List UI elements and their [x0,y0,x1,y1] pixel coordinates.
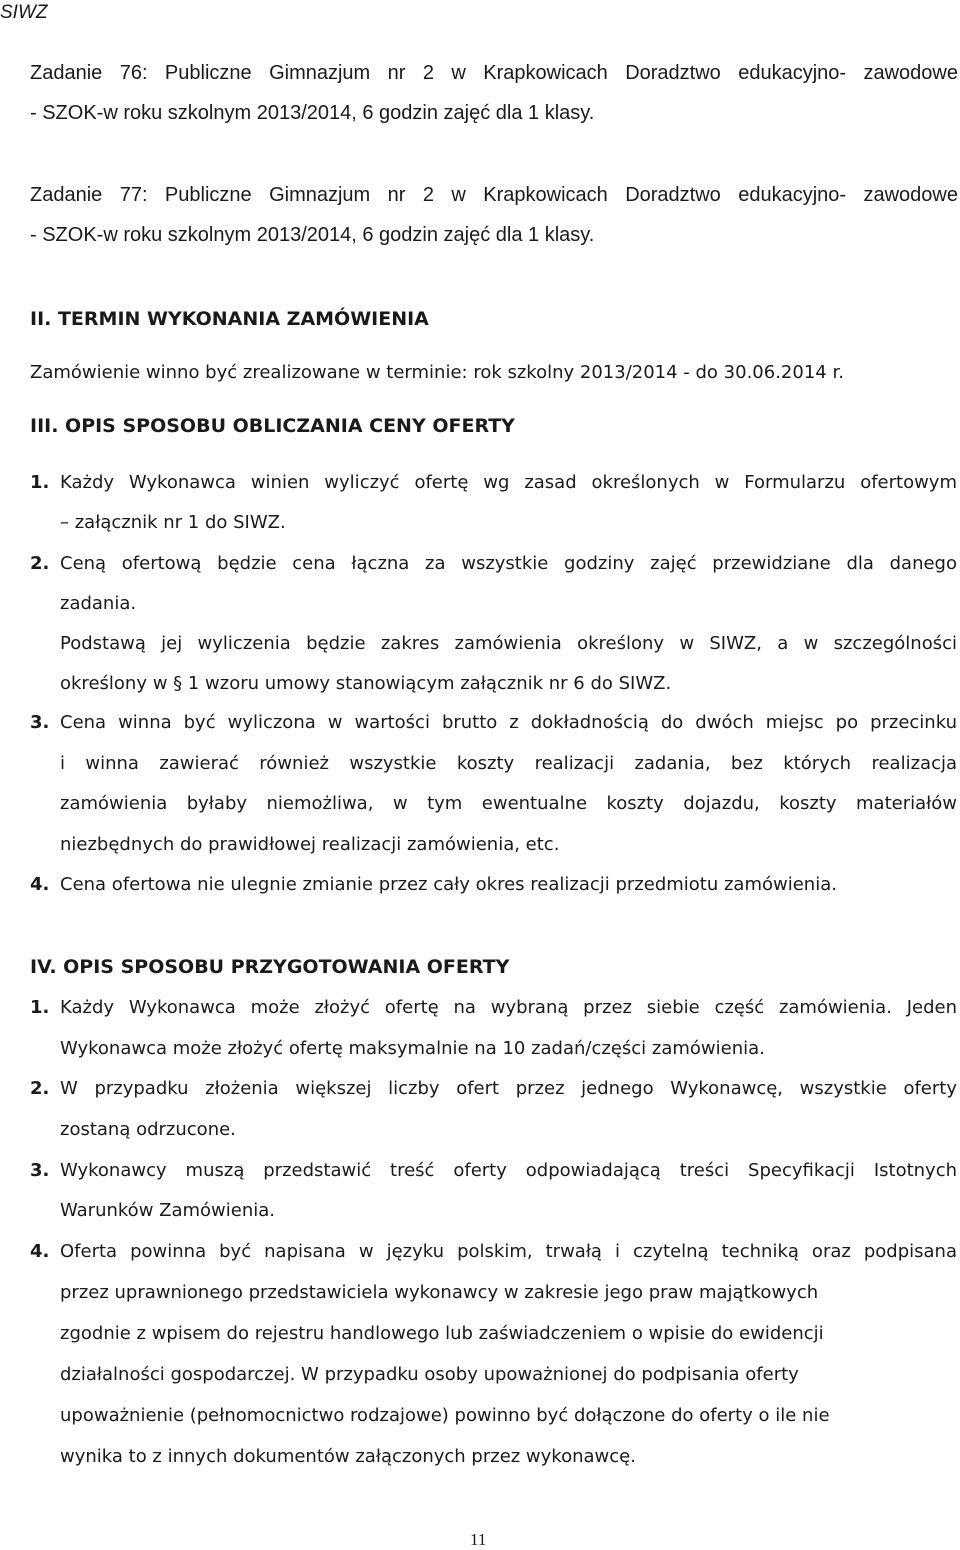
section-3-item-1-number: 1. [30,472,50,493]
section-3-item-1-line: Każdy Wykonawca winien wyliczyć ofertę wg zasad określonych w Formularzu ofertowym [60,472,957,493]
section-3-item-2-number: 2. [30,553,50,574]
section-3-item-3-line: Cena winna być wyliczona w wartości brutto z dokładnością do dwóch miejsc po przecinku [60,712,957,733]
section-4-item-3-line: Warunków Zamówienia. [60,1200,275,1221]
section-4-item-2-number: 2. [30,1078,50,1099]
section-4-item-4-line: Oferta powinna być napisana w języku polskim, trwałą i czytelną techniką oraz podpisana [60,1241,957,1262]
section-4-item-1-number: 1. [30,997,50,1018]
section-4-item-4-line: wynika to z innych dokumentów załączonych przez wykonawcę. [60,1446,636,1467]
task-77-line-2: - SZOK-w roku szkolnym 2013/2014, 6 godzin zajęć dla 1 klasy. [30,224,595,246]
section-3-item-2-line: Podstawą jej wyliczenia będzie zakres zamówienia określony w SIWZ, a w szczególności [60,633,957,654]
section-4-item-4-line: przez uprawnionego przedstawiciela wykonawcy w zakresie jego praw majątkowych [60,1282,819,1303]
section-4-item-4-line: zgodnie z wpisem do rejestru handlowego lub zaświadczeniem o wpisie do ewidencji [60,1323,824,1344]
section-4-item-4-line: upoważnienie (pełnomocnictwo rodzajowe) powinno być dołączone do oferty o ile nie [60,1405,830,1426]
section-4-item-2-line: W przypadku złożenia większej liczby ofert przez jednego Wykonawcę, wszystkie oferty [60,1078,957,1099]
section-3-heading: III. OPIS SPOSOBU OBLICZANIA CENY OFERTY [30,415,515,437]
section-3-item-2-line: Ceną ofertową będzie cena łączna za wszystkie godziny zajęć przewidziane dla danego [60,553,957,574]
section-3-item-3-line: i winna zawierać również wszystkie koszty realizacji zadania, bez których realizacja [60,753,957,774]
section-3-item-3-line: niezbędnych do prawidłowej realizacji zamówienia, etc. [60,834,560,855]
section-3-item-4-number: 4. [30,874,50,895]
task-76-line-2: - SZOK-w roku szkolnym 2013/2014, 6 godzin zajęć dla 1 klasy. [30,102,595,124]
section-4-item-1-line: Każdy Wykonawca może złożyć ofertę na wybraną przez siebie część zamówienia. Jeden [60,997,957,1018]
section-4-item-3-number: 3. [30,1160,50,1181]
section-3-item-3-number: 3. [30,712,50,733]
task-76-line-1: Zadanie 76: Publiczne Gimnazjum nr 2 w Krapkowicach Doradztwo edukacyjno- zawodowe [30,62,958,84]
document-header: SIWZ [0,2,48,23]
section-4-heading: IV. OPIS SPOSOBU PRZYGOTOWANIA OFERTY [30,956,510,978]
section-3-item-3-line: zamówienia byłaby niemożliwa, w tym ewentualne koszty dojazdu, koszty materiałów [60,793,957,814]
section-4-item-2-line: zostaną odrzucone. [60,1119,236,1140]
section-3-item-1-line: – załącznik nr 1 do SIWZ. [60,512,286,533]
section-3-item-2-line: zadania. [60,593,137,614]
section-2-text: Zamówienie winno być zrealizowane w terminie: rok szkolny 2013/2014 - do 30.06.2014 r. [30,362,844,383]
section-4-item-3-line: Wykonawcy muszą przedstawić treść oferty odpowiadającą treści Specyfikacji Istotnych [60,1160,957,1181]
page-number: 11 [470,1530,487,1549]
section-3-item-4-line: Cena ofertowa nie ulegnie zmianie przez cały okres realizacji przedmiotu zamówienia. [60,874,837,895]
section-4-item-4-line: działalności gospodarczej. W przypadku osoby upoważnionej do podpisania oferty [60,1364,799,1385]
section-4-item-4-number: 4. [30,1241,50,1262]
task-77-line-1: Zadanie 77: Publiczne Gimnazjum nr 2 w Krapkowicach Doradztwo edukacyjno- zawodowe [30,184,958,206]
section-4-item-1-line: Wykonawca może złożyć ofertę maksymalnie na 10 zadań/części zamówienia. [60,1038,765,1059]
section-2-heading: II. TERMIN WYKONANIA ZAMÓWIENIA [30,308,429,330]
section-3-item-2-line: określony w § 1 wzoru umowy stanowiącym załącznik nr 6 do SIWZ. [60,673,672,694]
